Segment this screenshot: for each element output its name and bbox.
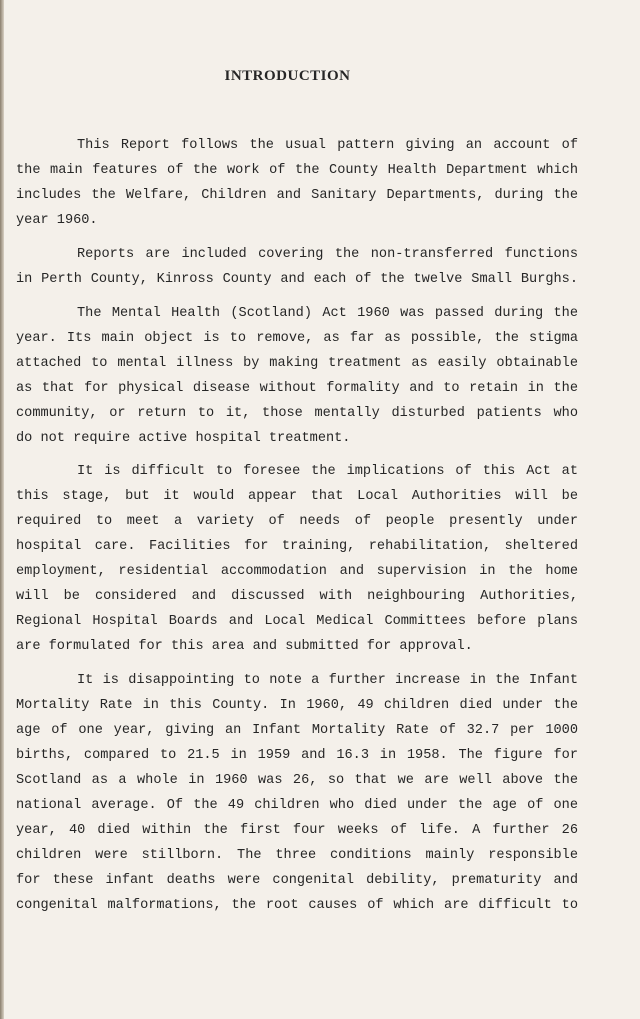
text-line: age of one year, giving an Infant Mortality Rate of 32.7 per 1000 (16, 723, 578, 738)
text-line: do not require active hospital treatment. (16, 431, 351, 446)
text-line: It is difficult to foresee the implications of this Act at (77, 464, 578, 479)
text-line: Regional Hospital Boards and Local Medical Committees before plans (16, 614, 578, 629)
text-line: children were stillborn. The three conditions mainly responsible (16, 848, 578, 863)
text-line: are formulated for this area and submitted for approval. (16, 639, 473, 654)
text-line: The Mental Health (Scotland) Act 1960 was passed during the (77, 306, 578, 321)
paragraph-mental-health-act (16, 301, 578, 451)
paragraph-report-overview (16, 133, 578, 233)
text-line: in Perth County, Kinross County and each of the twelve Small Burghs. (16, 272, 578, 287)
text-line: This Report follows the usual pattern giving an account of (77, 138, 578, 153)
text-line: attached to mental illness by making treatment as easily obtainable (16, 356, 578, 371)
text-line: Mortality Rate in this County. In 1960, 49 children died under the (16, 698, 578, 713)
paragraph-infant-mortality (16, 668, 578, 918)
text-line: Reports are included covering the non-transferred functions (77, 247, 578, 262)
text-line: It is disappointing to note a further increase in the Infant (77, 673, 578, 688)
text-line: congenital malformations, the root causes of which are difficult to (16, 898, 578, 913)
text-line: the main features of the work of the County Health Department which (16, 163, 578, 178)
text-line: births, compared to 21.5 in 1959 and 16.3 in 1958. The figure for (16, 748, 578, 763)
text-line: year. Its main object is to remove, as far as possible, the stigma (16, 331, 578, 346)
text-line: year, 40 died within the first four weeks of life. A further 26 (16, 823, 578, 838)
text-line: year 1960. (16, 213, 98, 228)
text-line: hospital care. Facilities for training, rehabilitation, sheltered (16, 539, 578, 554)
text-line: community, or return to it, those mentally disturbed patients who (16, 406, 578, 421)
text-line: includes the Welfare, Children and Sanitary Departments, during the (16, 188, 578, 203)
text-line: will be considered and discussed with neighbouring Authorities, (16, 589, 578, 604)
text-line: this stage, but it would appear that Local Authorities will be (16, 489, 578, 504)
text-line: national average. Of the 49 children who died under the age of one (16, 798, 578, 813)
text-line: employment, residential accommodation and supervision in the home (16, 564, 578, 579)
paragraph-reports-included (16, 242, 578, 292)
text-line: for these infant deaths were congenital debility, prematurity and (16, 873, 578, 888)
text-line: as that for physical disease without formality and to retain in the (16, 381, 578, 396)
text-line: required to meet a variety of needs of people presently under (16, 514, 578, 529)
paragraph-act-implications (16, 459, 578, 659)
text-line: Scotland as a whole in 1960 was 26, so that we are well above the (16, 773, 578, 788)
page-title: INTRODUCTION (224, 68, 351, 84)
